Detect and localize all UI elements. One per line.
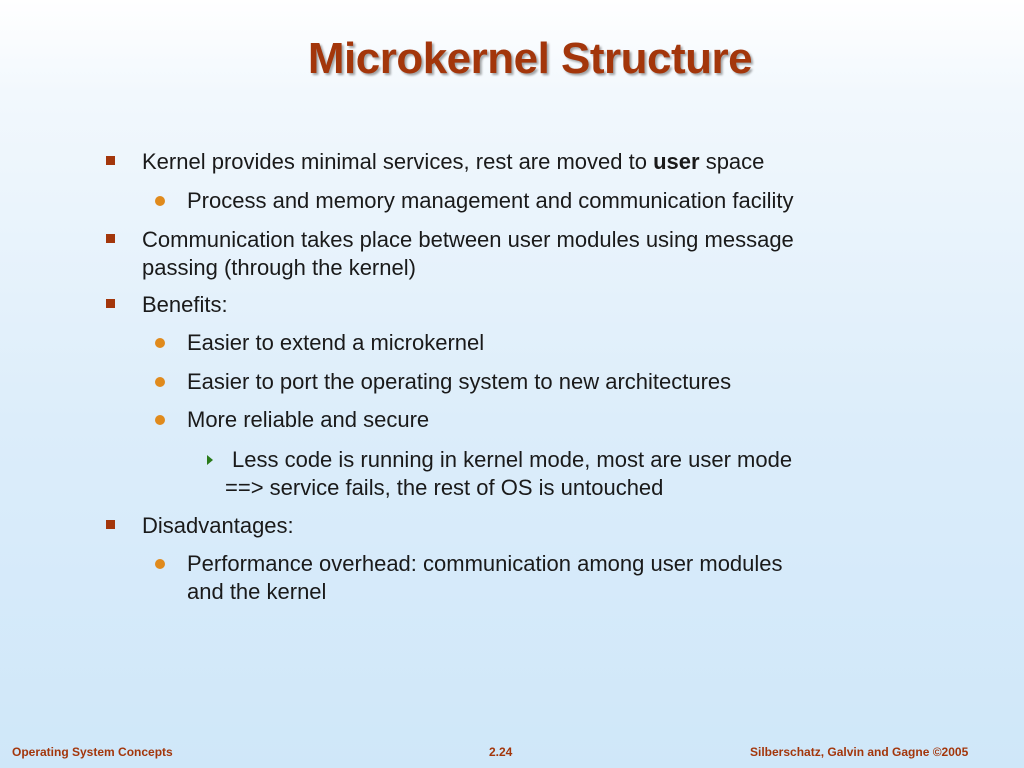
sub-sub-bullet-text: Less code is running in kernel mode, most are user mode xyxy=(232,447,793,472)
sub-bullet-text: Performance overhead: communication among user modules xyxy=(187,551,783,576)
triangle-bullet-icon xyxy=(207,455,213,465)
bullet-text xyxy=(142,148,764,176)
circle-bullet-icon xyxy=(155,559,165,569)
sub-bullet-text: Process and memory management and communication facility xyxy=(187,188,794,213)
footer-page-number: 2.24 xyxy=(489,745,513,759)
square-bullet-icon xyxy=(106,234,115,243)
square-bullet-icon xyxy=(106,156,115,165)
bullet-text-part: Kernel provides minimal services, rest are moved to xyxy=(142,149,654,174)
bullet-text-part: space xyxy=(699,149,765,174)
square-bullet-icon xyxy=(106,520,115,529)
bullet-text: Communication takes place between user modules using message xyxy=(142,227,794,252)
circle-bullet-icon xyxy=(155,196,165,206)
circle-bullet-icon xyxy=(155,377,165,387)
sub-bullet-text: Easier to port the operating system to new architectures xyxy=(187,369,732,394)
sub-bullet-text: More reliable and secure xyxy=(187,407,430,432)
bullet-text: Disadvantages: xyxy=(142,513,294,538)
bullet-text: Benefits: xyxy=(142,292,228,317)
square-bullet-icon xyxy=(106,299,115,308)
sub-sub-bullet-continuation: ==> service fails, the rest of OS is untouched xyxy=(225,475,664,500)
circle-bullet-icon xyxy=(155,338,165,348)
bullet-text-continuation: passing (through the kernel) xyxy=(142,255,416,280)
bullet-emphasis: user xyxy=(653,149,700,174)
sub-bullet-text: Easier to extend a microkernel xyxy=(187,330,485,355)
sub-bullet-continuation: and the kernel xyxy=(187,579,327,604)
circle-bullet-icon xyxy=(155,415,165,425)
footer-copyright: Silberschatz, Galvin and Gagne ©2005 xyxy=(750,745,969,759)
slide-title: Microkernel Structure xyxy=(307,34,753,83)
footer-course-title: Operating System Concepts xyxy=(12,745,173,759)
